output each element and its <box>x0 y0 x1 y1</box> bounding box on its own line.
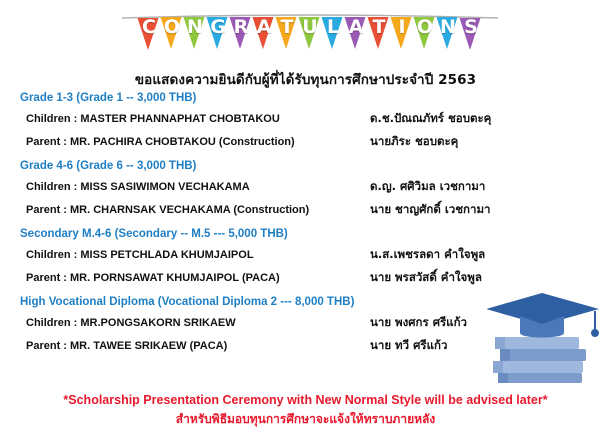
banner-letter: N <box>440 16 456 38</box>
banner-letter: O <box>416 16 434 38</box>
group-title: Grade 1-3 (Grade 1 -- 3,000 THB) <box>20 92 197 104</box>
banner-letter: T <box>280 16 294 38</box>
congratulations-banner <box>120 12 500 64</box>
entry-name-english: Children : MISS PETCHLADA KHUMJAIPOL <box>26 249 254 261</box>
entry-name-thai: นาย ทวี ศรีแก้ว <box>370 338 448 352</box>
banner-letter: G <box>210 16 226 38</box>
entry-name-thai: ด.ญ. ศศิวิมล เวชกามา <box>370 179 486 193</box>
entry-name-thai: นาย พรสวัสดิ์ คำใจพูล <box>370 270 482 284</box>
scholarship-group <box>18 160 596 219</box>
entry-name-thai: น.ส.เพชรลดา คำใจพูล <box>370 247 486 261</box>
entry-name-english: Parent : MR. TAWEE SRIKAEW (PACA) <box>26 340 228 352</box>
scholarship-entry <box>18 110 596 128</box>
entry-name-english: Parent : MR. PACHIRA CHOBTAKOU (Construction) <box>26 136 295 148</box>
group-title: High Vocational Diploma (Vocational Diploma 2 --- 8,000 THB) <box>20 296 355 308</box>
banner-letter: A <box>348 16 364 38</box>
scholarship-group <box>18 92 596 151</box>
entry-name-english: Children : MASTER PHANNAPHAT CHOBTAKOU <box>26 113 280 125</box>
banner-letters <box>120 12 500 64</box>
entry-name-english: Parent : MR. CHARNSAK VECHAKAMA (Construction) <box>26 204 310 216</box>
entry-name-thai: นาย ชาญศักดิ์ เวชกามา <box>370 202 491 216</box>
banner-letter: T <box>372 16 386 38</box>
scholarship-entry <box>18 178 596 196</box>
entry-name-thai: ด.ช.ปัณณภัทร์ ชอบตะคุ <box>370 111 492 125</box>
banner-letter: C <box>142 16 156 38</box>
entry-name-english: Children : MR.PONGSAKORN SRIKAEW <box>26 317 236 329</box>
footer-line-english: *Scholarship Presentation Ceremony with New Normal Style will be advised later* <box>63 393 548 407</box>
group-title: Secondary M.4-6 (Secondary -- M.5 --- 5,000 THB) <box>20 228 288 240</box>
graduation-cap-books-icon <box>487 275 605 385</box>
entry-name-english: Children : MISS SASIWIMON VECHAKAMA <box>26 181 250 193</box>
scholarship-entry <box>18 246 596 264</box>
page-title: ขอแสดงความยินดีกับผู้ที่ได้รับทุนการศึกษาประจำปี 2563 <box>134 72 477 88</box>
entry-name-thai: นาย พงศกร ศรีแก้ว <box>370 315 468 329</box>
footer-line-thai: สำหรับพิธีมอบทุนการศึกษาจะแจ้งให้ทราบภายหลัง <box>175 412 436 426</box>
banner-letter: L <box>326 16 340 38</box>
banner-letter: A <box>256 16 272 38</box>
banner-letter: U <box>302 16 318 38</box>
banner-letter: R <box>233 16 249 38</box>
scholarship-entry <box>18 133 596 151</box>
entry-name-english: Parent : MR. PORNSAWAT KHUMJAIPOL (PACA) <box>26 272 280 284</box>
entry-name-thai: นายภิระ ชอบตะคุ <box>370 134 459 148</box>
banner-letter: I <box>398 16 406 38</box>
scholarship-entry <box>18 201 596 219</box>
banner-letter: O <box>163 16 181 38</box>
group-title: Grade 4-6 (Grade 6 -- 3,000 THB) <box>20 160 197 172</box>
banner-letter: S <box>464 16 478 38</box>
banner-letter: N <box>187 16 203 38</box>
footer-note <box>0 393 611 429</box>
